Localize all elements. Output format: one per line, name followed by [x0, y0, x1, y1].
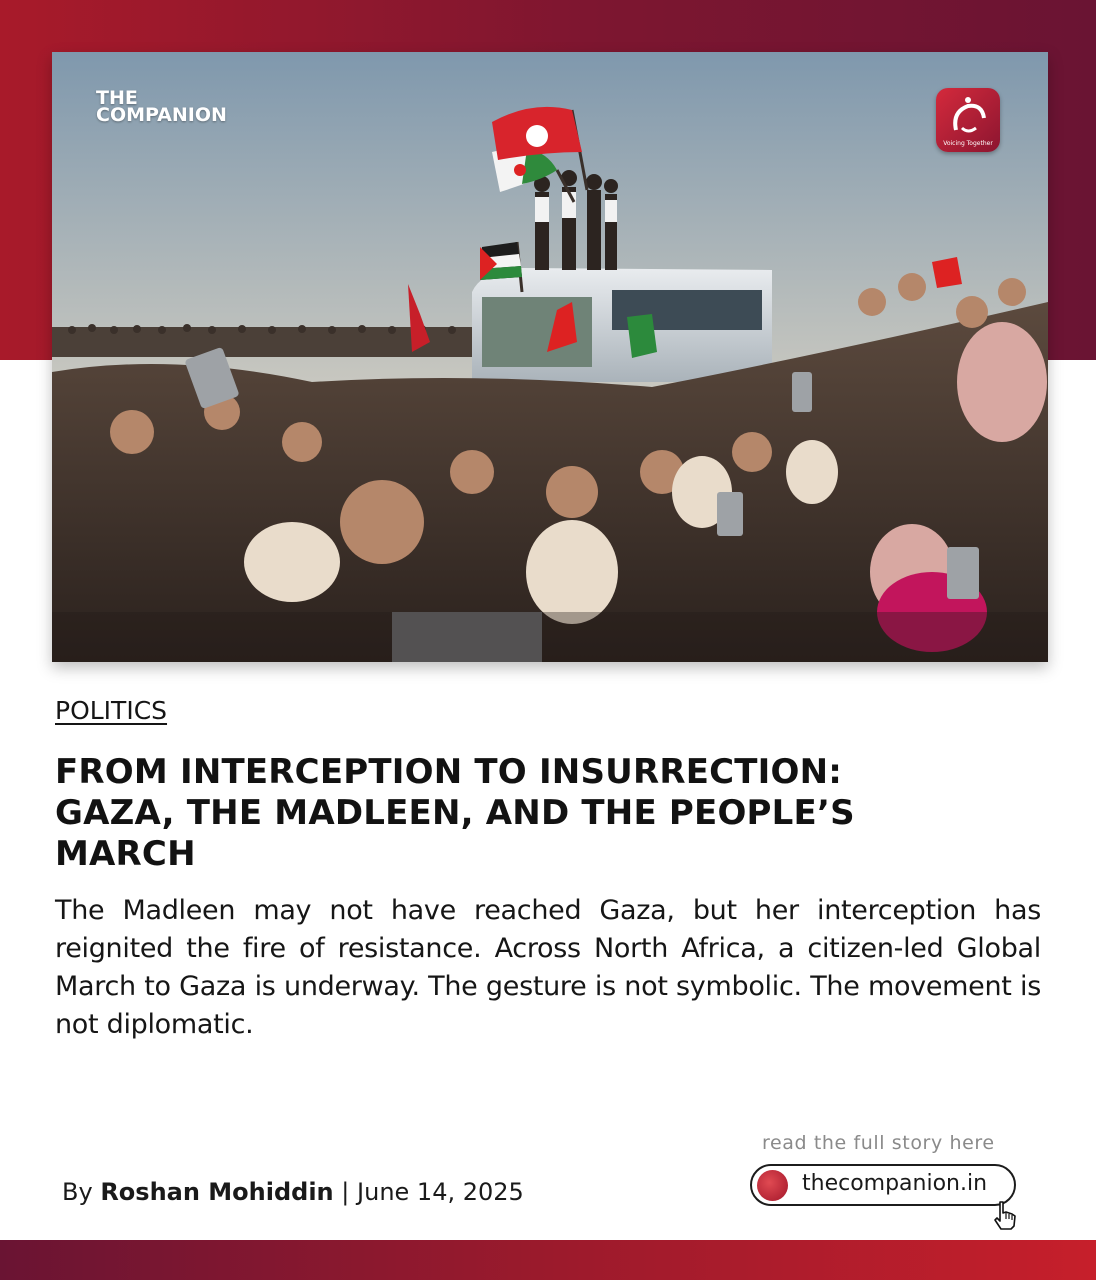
brand-wordmark-line1: THE: [96, 87, 138, 109]
byline-separator: |: [341, 1178, 350, 1206]
hero-photo: [52, 52, 1048, 662]
brand-wordmark: [96, 87, 227, 126]
globe-icon: [757, 1170, 788, 1201]
protest-crowd-illustration: [52, 52, 1048, 662]
publish-date: June 14, 2025: [357, 1178, 524, 1206]
headline-line-3: MARCH: [55, 834, 196, 874]
companion-logo-icon: [936, 88, 1000, 152]
byline-prefix: By: [62, 1178, 93, 1206]
cta-caption: read the full story here: [762, 1132, 995, 1154]
logo-tagline: Voicing Together: [943, 140, 993, 147]
author-name: Roshan Mohiddin: [100, 1178, 334, 1206]
brand-wordmark-line2: COMPANION: [96, 104, 227, 126]
hand-pointer-icon: [992, 1200, 1018, 1230]
headline-line-2: GAZA, THE MADLEEN, AND THE PEOPLE’S: [55, 793, 855, 833]
website-url: thecompanion.in: [802, 1171, 988, 1196]
website-link-button[interactable]: [750, 1164, 1016, 1206]
headline-line-1: FROM INTERCEPTION TO INSURRECTION:: [55, 752, 843, 792]
footer-band: [0, 1240, 1096, 1280]
byline: [62, 1178, 524, 1206]
article-summary: The Madleen may not have reached Gaza, but her interception has reignited the fire of resistance. Across North Africa, a citizen-led Global March to Gaza is underway. The gesture is not symbolic. The movement is not diplomatic.: [55, 895, 1041, 1040]
article-headline: [55, 752, 1045, 875]
category-label[interactable]: POLITICS: [55, 696, 168, 725]
